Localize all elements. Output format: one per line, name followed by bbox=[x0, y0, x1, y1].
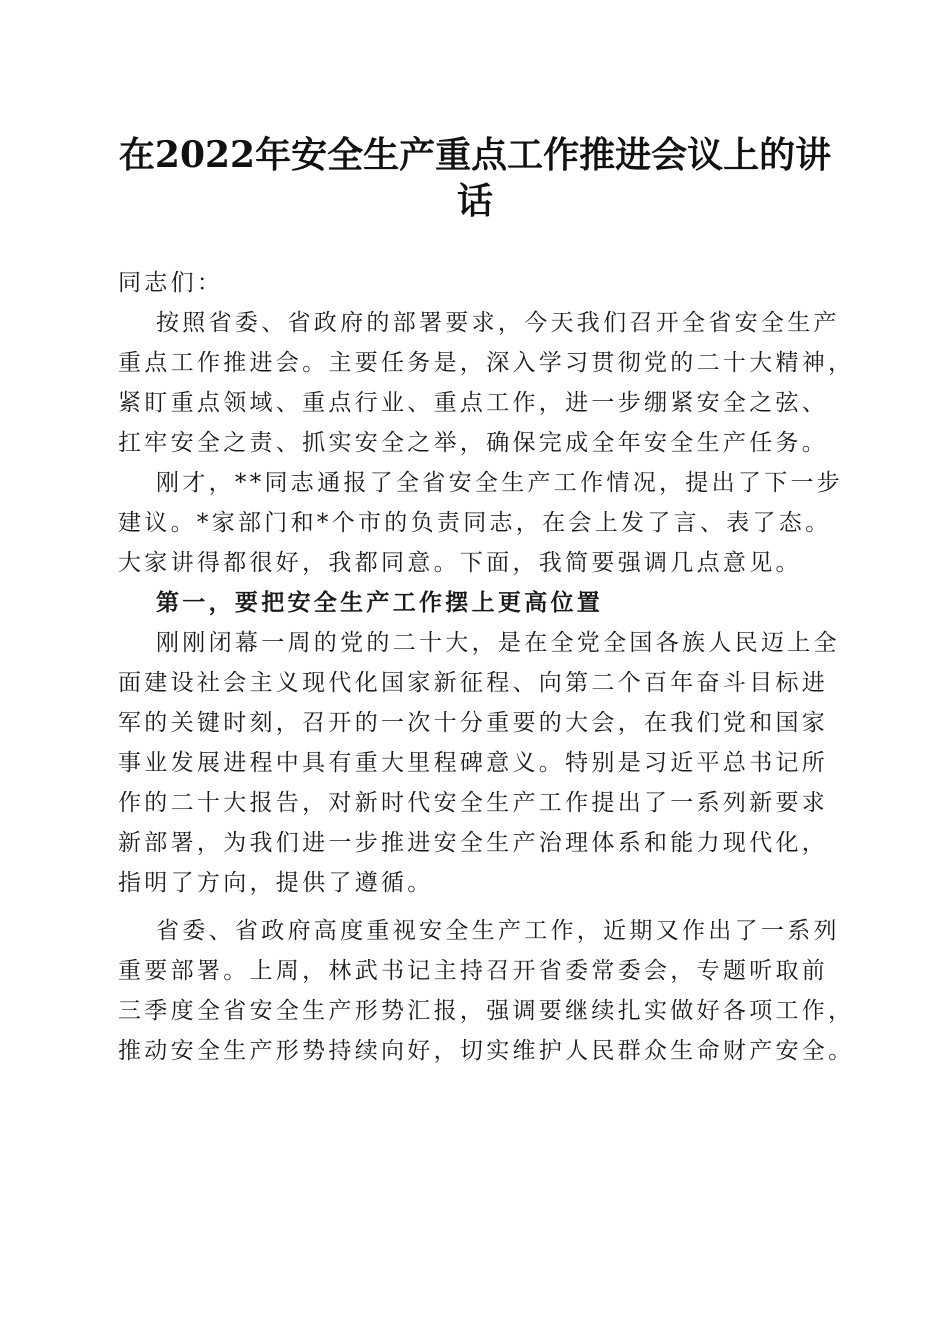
paragraph-4 bbox=[118, 911, 855, 1071]
paragraph-line: 扛牢安全之责、抓实安全之举，确保完成全年安全生产任务。 bbox=[118, 430, 829, 456]
paragraph-line: 事业发展进程中具有重大里程碑意义。特别是习近平总书记所 bbox=[118, 750, 829, 776]
title-line-1: 在2022年安全生产重点工作推进会议上的讲 bbox=[118, 134, 832, 176]
paragraph-2 bbox=[118, 463, 844, 583]
salutation: 同志们： bbox=[118, 270, 224, 296]
title-line-2: 话 bbox=[456, 180, 493, 222]
paragraph-line: 面建设社会主义现代化国家新征程、向第二个百年奋斗目标进 bbox=[118, 670, 829, 696]
paragraph-line: 省委、省政府高度重视安全生产工作，近期又作出了一系列 bbox=[156, 918, 840, 944]
paragraph-line: 推动安全生产形势持续向好，切实维护人民群众生命财产安全。 bbox=[118, 1038, 855, 1064]
paragraph-line: 按照省委、省政府的部署要求，今天我们召开全省安全生产 bbox=[156, 310, 840, 336]
paragraph-line: 紧盯重点领域、重点行业、重点工作，进一步绷紧安全之弦、 bbox=[118, 390, 829, 416]
paragraph-line: 指明了方向，提供了遵循。 bbox=[118, 870, 434, 896]
document-body bbox=[118, 263, 855, 1071]
paragraph-line: 建议。*家部门和*个市的负责同志，在会上发了言、表了态。 bbox=[118, 510, 832, 536]
paragraph-line: 刚刚闭幕一周的党的二十大，是在全党全国各族人民迈上全 bbox=[156, 630, 840, 656]
paragraph-gap bbox=[118, 903, 840, 911]
paragraph-line: 三季度全省安全生产形势汇报，强调要继续扎实做好各项工作， bbox=[118, 998, 855, 1024]
paragraph-1 bbox=[118, 303, 855, 463]
document-title bbox=[118, 132, 832, 224]
section-heading: 第一，要把安全生产工作摆上更高位置 bbox=[156, 589, 604, 616]
paragraph-3 bbox=[118, 623, 840, 903]
paragraph-line: 作的二十大报告，对新时代安全生产工作提出了一系列新要求 bbox=[118, 790, 829, 816]
paragraph-line: 重点工作推进会。主要任务是，深入学习贯彻党的二十大精神， bbox=[118, 350, 855, 376]
paragraph-line: 刚才，**同志通报了全省安全生产工作情况，提出了下一步 bbox=[156, 470, 844, 496]
paragraph-line: 重要部署。上周，林武书记主持召开省委常委会，专题听取前 bbox=[118, 958, 829, 984]
paragraph-line: 新部署，为我们进一步推进安全生产治理体系和能力现代化， bbox=[118, 830, 829, 856]
paragraph-line: 大家讲得都很好，我都同意。下面，我简要强调几点意见。 bbox=[118, 550, 802, 576]
section-heading-1 bbox=[118, 583, 840, 623]
paragraph-line: 军的关键时刻，召开的一次十分重要的大会，在我们党和国家 bbox=[118, 710, 829, 736]
